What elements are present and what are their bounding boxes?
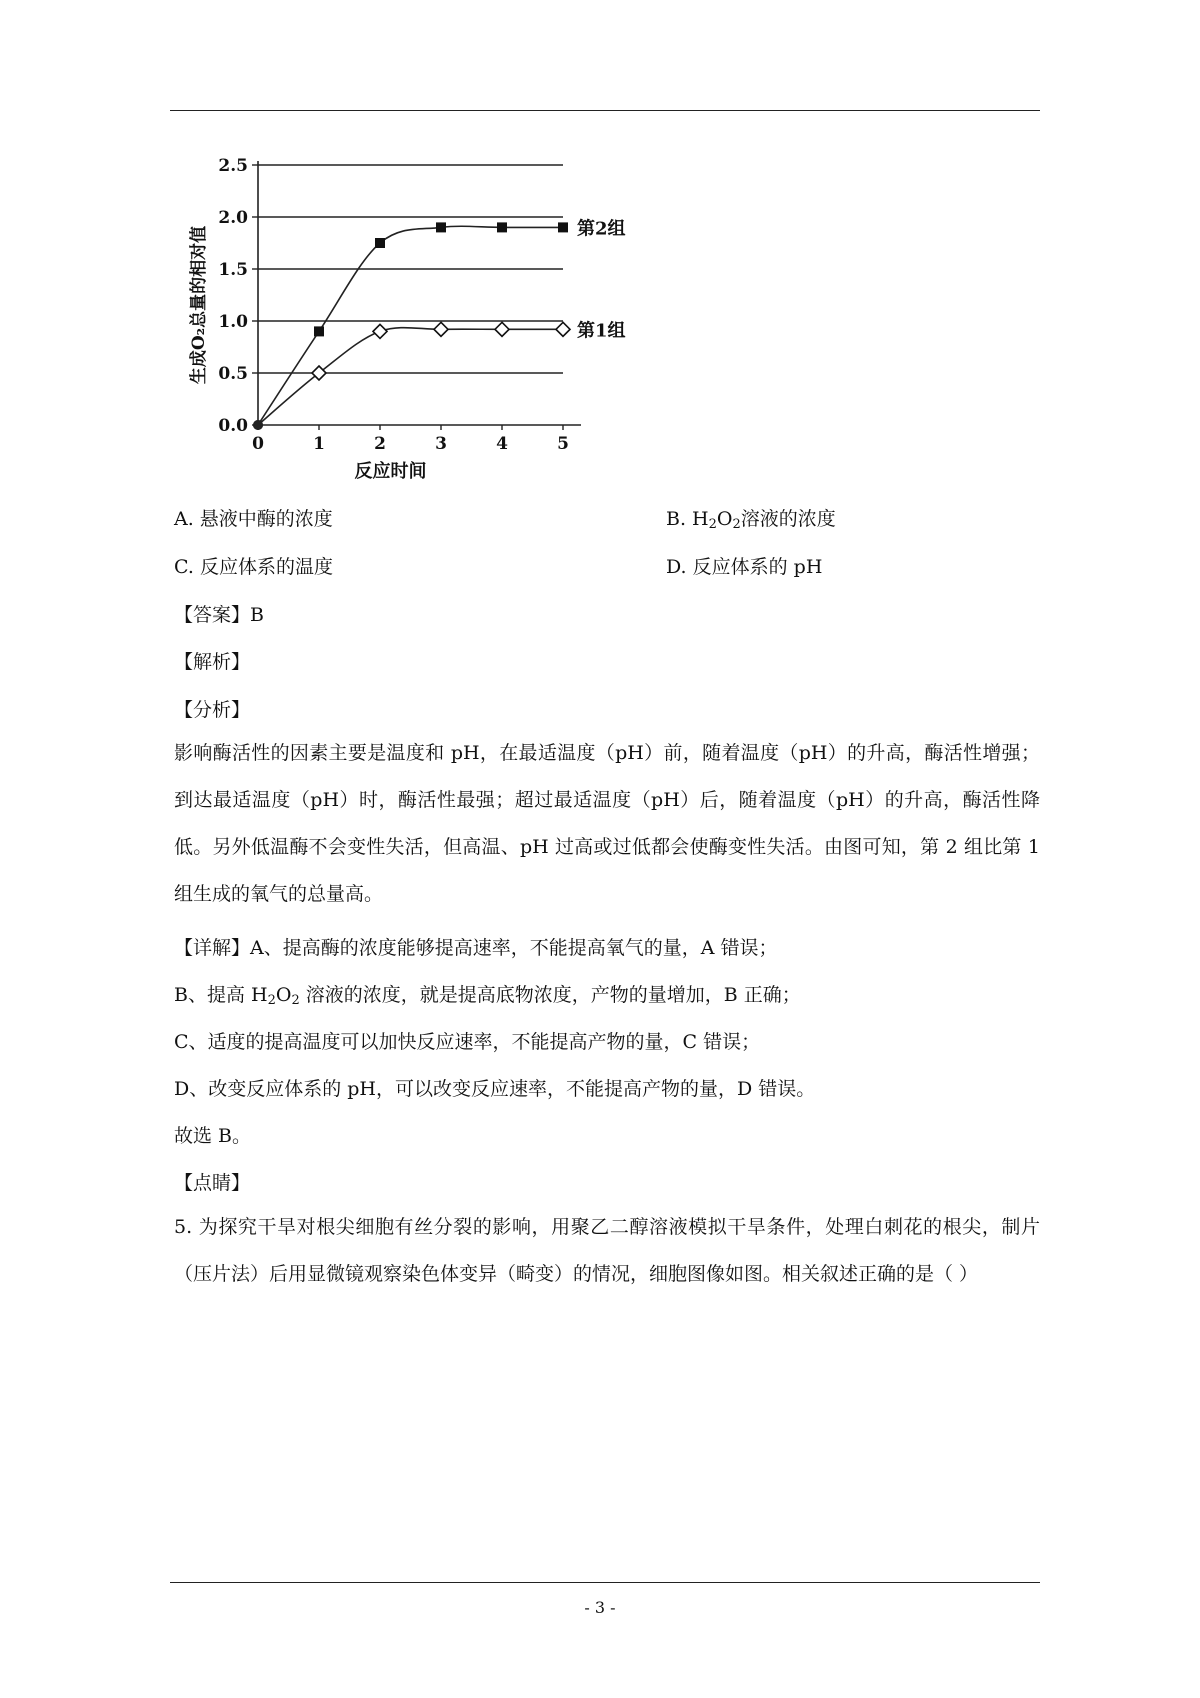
- point-s0-4: [497, 222, 507, 232]
- y-tick-label-0: 0.0: [218, 416, 248, 436]
- point-s1-1: [312, 366, 326, 380]
- detail-b: B、提高 $H_2O_2$ 溶液的浓度，就是提高底物浓度，产物的量增加，B 正确；: [174, 984, 801, 1008]
- detail-c: C、适度的提高温度可以加快反应速率，不能提高产物的量，C 错误；: [174, 1031, 761, 1053]
- point-s0-5: [558, 222, 568, 232]
- point-s0-3: [436, 222, 446, 232]
- x-tick-label-2: 2: [374, 434, 386, 454]
- option-a: A. 悬液中酶的浓度: [174, 508, 333, 530]
- y-tick-label-4: 2.0: [218, 208, 248, 228]
- y-tick-label-2: 1.0: [218, 312, 248, 332]
- conclusion: 故选 B。: [174, 1125, 252, 1147]
- dianjing-heading: 【点睛】: [174, 1172, 251, 1194]
- option-b: B. $H_2O_2$溶液的浓度: [666, 508, 836, 532]
- y-tick-label-3: 1.5: [218, 260, 248, 280]
- x-tick-label-0: 0: [252, 434, 264, 454]
- option-d: D. 反应体系的 pH: [666, 556, 823, 578]
- y-tick-label-5: 2.5: [218, 156, 248, 176]
- x-axis-label: 反应时间: [354, 461, 427, 482]
- series-label-0: 第2组: [577, 218, 626, 240]
- point-s0-2: [375, 238, 385, 248]
- series-line-0: [258, 226, 563, 425]
- fenxi-heading: 【分析】: [174, 699, 251, 721]
- y-tick-label-1: 0.5: [218, 364, 248, 384]
- x-tick-label-5: 5: [557, 434, 569, 454]
- point-s0-1: [314, 326, 324, 336]
- answer-line: 【答案】B: [174, 604, 264, 626]
- question-5: 5. 为探究干旱对根尖细胞有丝分裂的影响，用聚乙二醇溶液模拟干旱条件，处理白刺花的根尖，制片（压片法）后用显微镜观察染色体变异（畸变）的情况，细胞图像如图。相关叙述正确的是（ ）: [174, 1216, 1040, 1285]
- detail-a: 【详解】A、提高酶的浓度能够提高速率，不能提高氧气的量，A 错误；: [174, 937, 778, 959]
- analysis-heading: 【解析】: [174, 651, 251, 673]
- point-s1-3: [434, 322, 448, 336]
- page-number: - 3 -: [584, 1598, 616, 1617]
- y-axis-label: 生成O₂总量的相对值: [189, 225, 209, 385]
- series-line-1: [258, 328, 563, 425]
- fenxi-paragraph: 影响酶活性的因素主要是温度和 pH，在最适温度（pH）前，随着温度（pH）的升高，酶活性增强；到达最适温度（pH）时，酶活性最强；超过最适温度（pH）后，随着温度（pH）的升高，酶活性降低。另外低温酶不会变性失活，但高温、pH 过高或过低都会使酶变性失活。由图可知，第 2 组比第 1 组生成的氧气的总量高。: [174, 742, 1040, 905]
- header-rule: [170, 110, 1040, 111]
- x-tick-label-4: 4: [496, 434, 508, 454]
- point-s1-2: [373, 324, 387, 338]
- o2-line-chart: [178, 150, 638, 495]
- detail-d: D、改变反应体系的 pH，可以改变反应速率，不能提高产物的量，D 错误。: [174, 1078, 816, 1100]
- option-c: C. 反应体系的温度: [174, 556, 333, 578]
- footer-rule: [170, 1582, 1040, 1583]
- x-tick-label-1: 1: [313, 434, 325, 454]
- series-label-1: 第1组: [577, 320, 626, 342]
- point-s1-5: [556, 322, 570, 336]
- point-s1-4: [495, 322, 509, 336]
- x-tick-label-3: 3: [435, 434, 447, 454]
- origin-point-1: [253, 420, 263, 430]
